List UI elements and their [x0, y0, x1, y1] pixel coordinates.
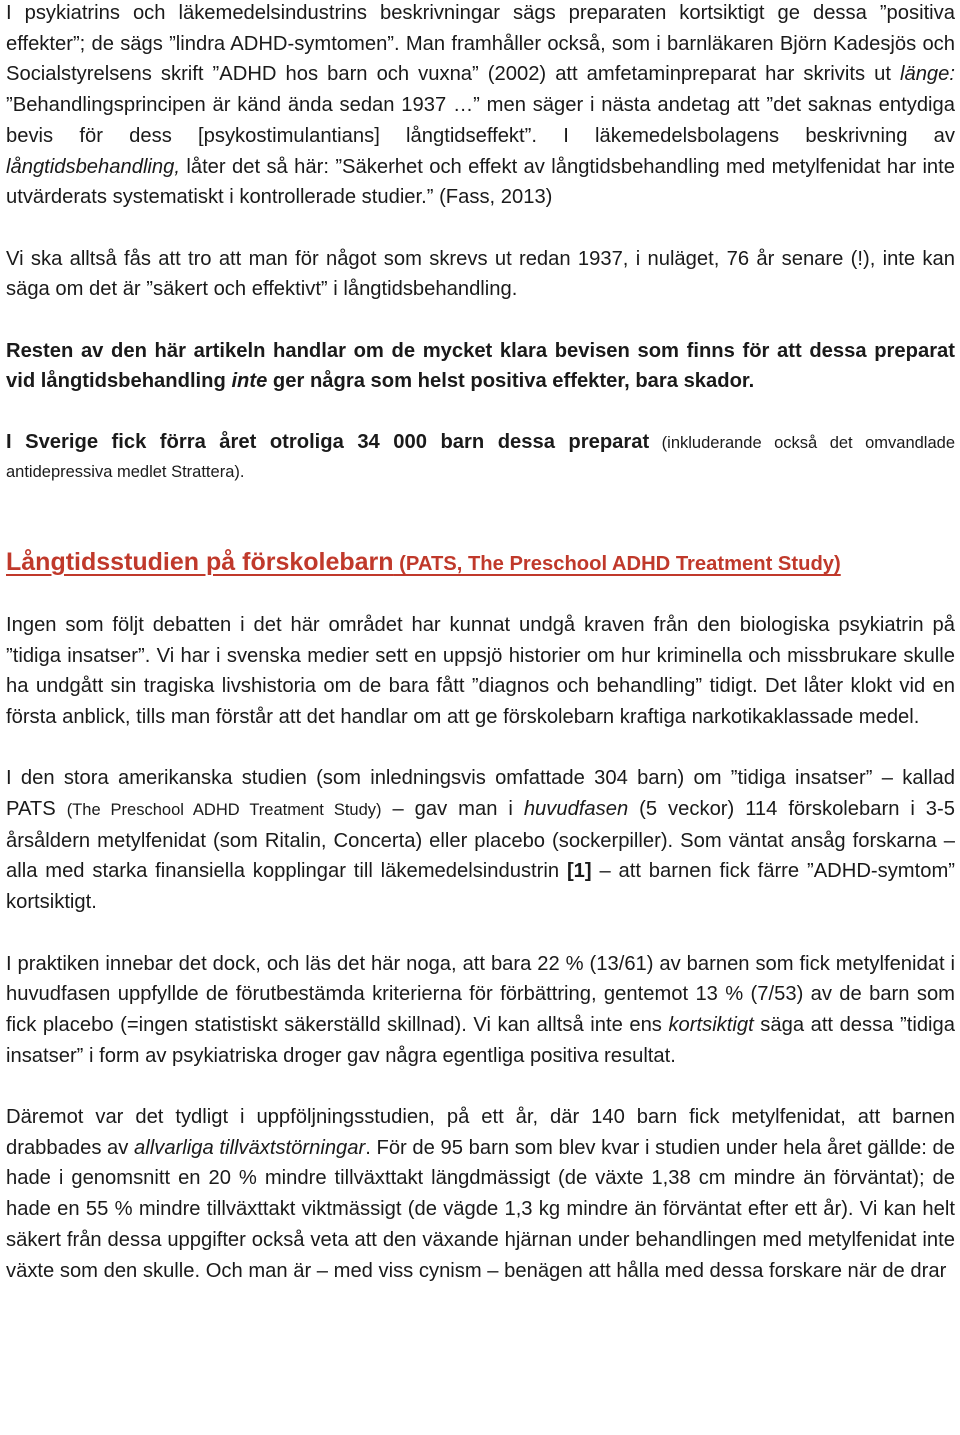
text-run: Däremot var det tydligt i uppföljningsstudien, på ett år, där 140 barn fick metylfenidat, att barnen drabbades av: [6, 1106, 955, 1159]
italic-run: kortsiktigt: [668, 1013, 754, 1036]
small-run: (The Preschool ADHD Treatment Study): [66, 801, 382, 819]
early-intervention-paragraph: Ingen som följt debatten i det här området har kunnat undgå kraven från den biologiska psykiatrin på ”tidiga insatser”. Vi har i svenska medier sett en uppsjö historier om hur kriminella och missbrukare skulle ha undgått sin tragiska livshistoria om de bara fått ”diagnos och behandling” tidigt. Det låter klokt vid en första anblick, tills man förstår att det handlar om att ge förskolebarn kraftiga narkotikaklassade medel.: [6, 613, 955, 728]
italic-run: allvarliga tillväxtstörningar: [134, 1136, 366, 1159]
text-run: I psykiatrins och läkemedelsindustrins beskrivningar sägs preparaten kortsiktigt ge dessa ”positiva effekter”; de sägs ”lindra ADHD-symtomen”. Man framhåller också, som i barnläkaren Björn Kadesjös och Socialstyrelsens skrift ”ADHD hos barn och vuxna” (2002) att amfetaminpreparat har skrivits ut: [6, 2, 955, 86]
text-run: ger några som helst positiva effekter, bara skador.: [267, 370, 755, 393]
italic-run: långtidsbehandling,: [6, 155, 180, 178]
text-run: – att barnen fick färre ”ADHD-symtom” kortsiktigt.: [6, 860, 955, 914]
text-run: I praktiken innebar det dock, och läs det här noga, att bara 22 % (13/61) av barnen som fick metylfenidat i huvudfasen uppfyllde de förutbestämda kriterierna för förbättring, gentemot 13 % (7/53) av de barn som fick placebo (=ingen statistiskt säkerställd skillnad). Vi kan alltså inte ens: [6, 952, 955, 1036]
text-run: – gav man i: [381, 798, 524, 820]
reference-link[interactable]: [1]: [566, 860, 592, 883]
italic-run: länge:: [899, 63, 955, 86]
text-run: säga att dessa ”tidiga insatser” i form av psykiatriska droger gav några egentliga positiva resultat.: [6, 1013, 955, 1067]
text-run: I den stora amerikanska studien (som inledningsvis omfattade 304 barn) om ”tidiga insatser” – kallad PATS: [6, 767, 955, 820]
text-run: Resten av den här artikeln handlar om de mycket klara bevisen som finns för att dessa preparat vid långtidsbehandling: [6, 339, 955, 393]
bold-summary-paragraph: [6, 336, 955, 397]
text-run: låter det så här: ”Säkerhet och effekt av långtidsbehandling med metylfenidat har inte utvärderats systematiskt i kontrollerade studier.” (Fass, 2013): [6, 155, 955, 209]
small-run: (inkluderande också det omvandlade antidepressiva medlet Strattera).: [6, 433, 955, 481]
results-paragraph: [6, 949, 955, 1072]
section-heading-subtitle: (PATS, The Preschool ADHD Treatment Study): [393, 552, 841, 575]
text-run: . För de 95 barn som blev kvar i studien under hela året gällde: de hade i genomsnitt en 20 % mindre tillväxttakt längdmässigt (de växte 1,38 cm mindre än förväntat); de hade en 55 % mindre tillväxttakt viktmässigt (de vägde 1,3 kg mindre än förväntat efter ett år). Vi kan helt säkert från dessa uppgifter också veta att den växande hjärnan under behandlingen med metylfenidat inte växte som den skulle. Och man är – med viss cynism – benägen att hålla med dessa forskare när de drar: [6, 1136, 955, 1282]
bold-run: I Sverige fick förra året otroliga 34 000 barn dessa preparat: [6, 430, 650, 453]
document-page: [6, 0, 955, 1317]
section-heading-title: Långtidsstudien på förskolebarn: [6, 547, 394, 576]
followup-paragraph: [6, 1102, 955, 1286]
section-heading: [6, 546, 955, 580]
paragraph-1937: Vi ska alltså fås att tro att man för något som skrevs ut redan 1937, i nuläget, 76 år senare (!), inte kan säga om det är ”säkert och effektivt” i långtidsbehandling.: [6, 247, 955, 301]
italic-run: huvudfasen: [523, 798, 629, 820]
intro-paragraph: [6, 0, 955, 213]
text-run: (5 veckor) 114 förskolebarn i 3-5 årsåldern metylfenidat (som Ritalin, Concerta) eller placebo (sockerpiller). Som väntat ansåg forskarna – alla med starka finansiella kopplingar till läkemedelsindustrin: [6, 798, 955, 883]
italic-run: inte: [231, 370, 268, 393]
pats-study-paragraph: [6, 763, 955, 918]
text-run: ”Behandlingsprincipen är känd ända sedan 1937 …” men säger i nästa andetag att ”det saknas entydiga bevis för dess [psykostimulantians] långtidseffekt”. I läkemedelsbolagens beskrivning av: [6, 94, 955, 147]
sweden-stat-paragraph: [6, 428, 955, 486]
